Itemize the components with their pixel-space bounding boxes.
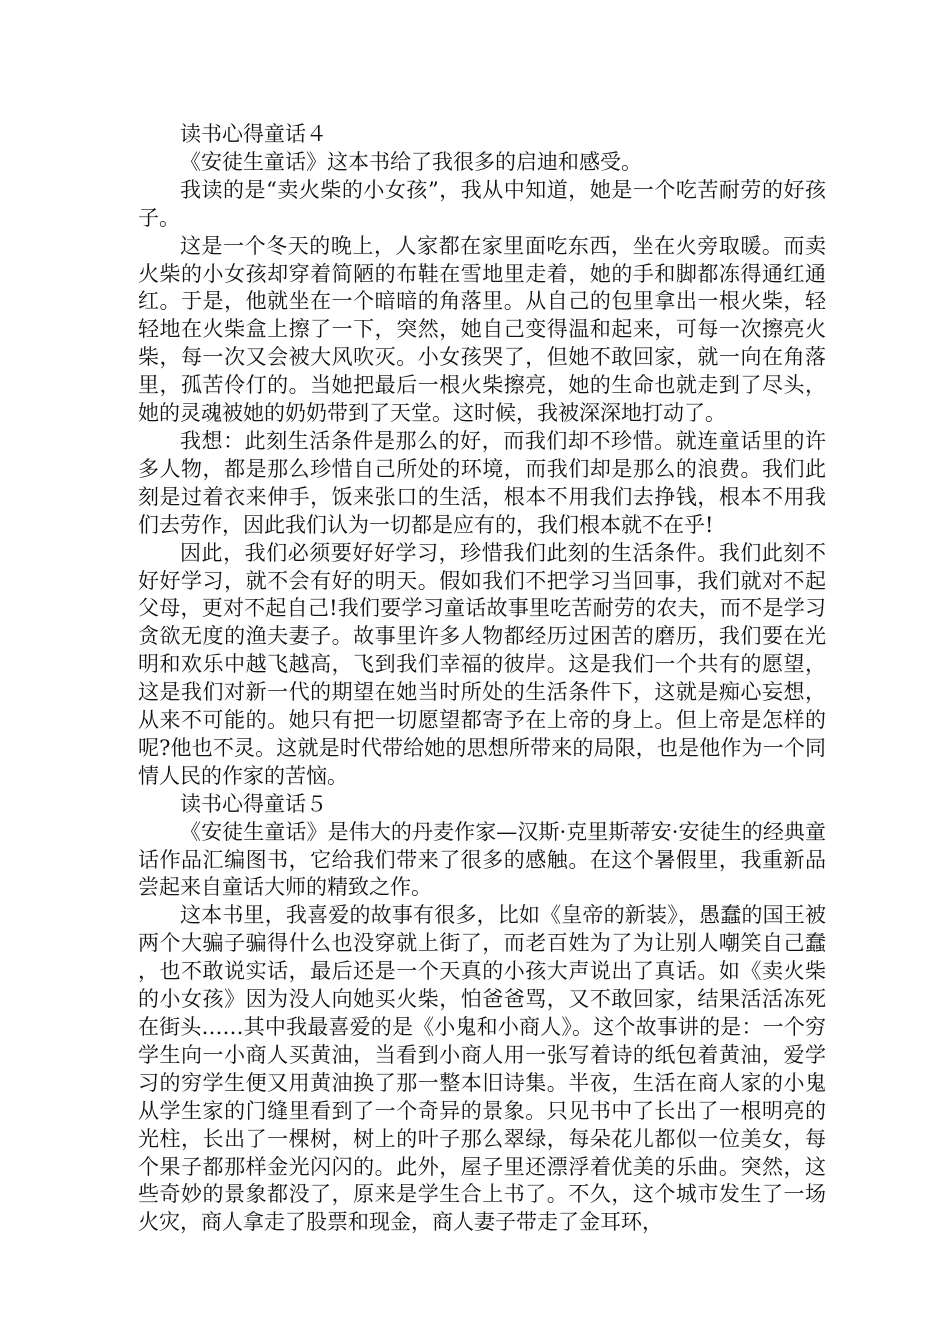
section-heading-5: 读书心得童话５	[180, 791, 327, 816]
paragraph: 《安徒生童话》是伟大的丹麦作家—汉斯·克里斯蒂安·安徒生的经典童话作品汇编图书，它给我们带来了很多的感触。在这个暑假里，我重新品尝起来自童话大师的精致之作。	[138, 819, 826, 900]
section-heading-4: 读书心得童话４	[180, 122, 327, 146]
paragraph: 我读的是“卖火柴的小女孩”，我从中知道，她是一个吃苦耐劳的好孩子。	[138, 177, 826, 230]
paragraph: 这本书里，我喜爱的故事有很多，比如《皇帝的新装》，愚蠢的国王被两个大骗子骗得什么也没穿就上街了，而老百姓为了为让别人嘲笑自己蠢，也不敢说实话，最后还是一个天真的小孩大声说出了真话。如《卖火柴的小女孩》因为没人向她买火柴，怕爸爸骂，又不敢回家，结果活活冻死在街头……其中我最喜爱的是《小鬼和小商人》。这个故事讲的是：一个穷学生向一小商人买黄油，当看到小商人用一张写着诗的纸包着黄油，爱学习的穷学生便又用黄油换了那一整本旧诗集。半夜，生活在商人家的小鬼从学生家的门缝里看到了一个奇异的景象。只见书中了长出了一根明亮的光柱，长出了一棵树，树上的叶子那么翠绿，每朵花儿都似一位美女，每个果子都那样金光闪闪的。此外，屋子里还漂浮着优美的乐曲。突然，这些奇妙的景象都没了，原来是学生合上书了。不久，这个城市发生了一场火灾，商人拿走了股票和现金，商人妻子带走了金耳环，	[138, 903, 826, 1235]
paragraph: 《安徒生童话》这本书给了我很多的启迪和感受。	[180, 149, 642, 174]
paragraph: 因此，我们必须要好好学习，珍惜我们此刻的生活条件。我们此刻不好好学习，就不会有好的明天。假如我们不把学习当回事，我们就对不起父母，更对不起自己!我们要学习童话故事里吃苦耐劳的农夫，而不是学习贪欲无度的渔夫妻子。故事里许多人物都经历过困苦的磨历，我们要在光明和欢乐中越飞越高，飞到我们幸福的彼岸。这是我们一个共有的愿望，这是我们对新一代的期望在她当时所处的生活条件下，这就是痴心妄想，从来不可能的。她只有把一切愿望都寄予在上帝的身上。但上帝是怎样的呢?他也不灵。这就是时代带给她的思想所带来的局限，也是他作为一个同情人民的作家的苦恼。	[138, 540, 826, 788]
paragraph: 我想：此刻生活条件是那么的好，而我们却不珍惜。就连童话里的许多人物，都是那么珍惜自己所处的环境，而我们却是那么的浪费。我们此刻是过着衣来伸手，饭来张口的生活，根本不用我们去挣钱，根本不用我们去劳作，因此我们认为一切都是应有的，我们根本就不在乎!	[138, 428, 826, 537]
paragraph: 这是一个冬天的晚上，人家都在家里面吃东西，坐在火旁取暖。而卖火柴的小女孩却穿着简陋的布鞋在雪地里走着，她的手和脚都冻得通红通红。于是，他就坐在一个暗暗的角落里。从自己的包里拿出一根火柴，轻轻地在火柴盒上擦了一下，突然，她自己变得温和起来，可每一次擦亮火柴，每一次又会被大风吹灭。小女孩哭了，但她不敢回家，就一向在角落里，孤苦伶仃的。当她把最后一根火柴擦亮，她的生命也就走到了尽头，她的灵魂被她的奶奶带到了天堂。这时候，我被深深地打动了。	[138, 233, 826, 426]
document-body	[138, 121, 826, 1237]
